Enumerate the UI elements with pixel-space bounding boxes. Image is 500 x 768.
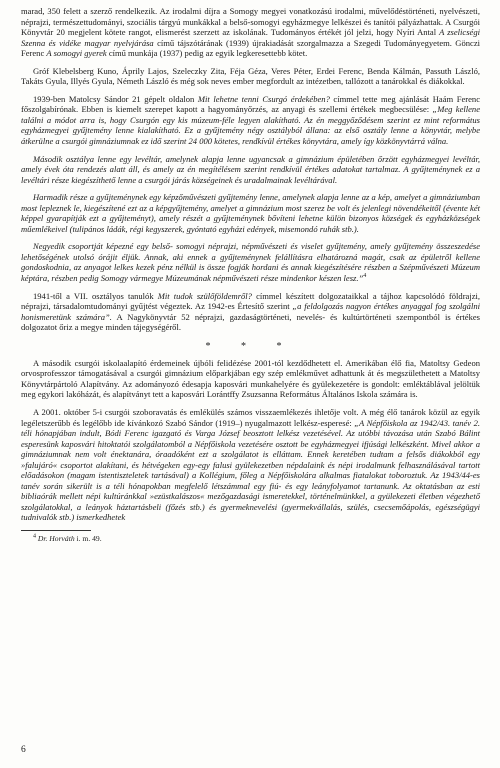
paragraph-3 xyxy=(21,94,480,147)
text: címmel tette meg ajánlását Haám Ferenc főszolgabírónak. Ebben is kiemelt szerepet kapott a hagyományőrzés, az anyagi és szellemi értékek megbecsülése: xyxy=(21,93,480,115)
quote: „Meg kellene találni a módot arra is, hogy Csurgón egy kis múzeum-féle legyen alakítható. Az én meggyőződésem szerint ez mint református egyházmegyei gyűjtemény lenne kialakítható. Ez a gyűjtemény négy osztályból állana: az első osztály lenne a könyvtár, melybe átkerülne a csurgói gimnáziumnak ez idő szerint 24 000 kötetes, rendkívül értékes könyvtára, amely így közkönyvtárrá válna. xyxy=(21,104,480,147)
document-title: Mit lehetne tenni Csurgó érdekében? xyxy=(197,93,330,104)
text: A 2001. október 5-i csurgói szoboravatás és emlékülés számos visszaemlékezés ihletője volt. A még élő tanárok közül az egyik legéletszerűbb és legélőbb ide kívánkozó Szabó Sándor (1919–) nyugalmazott lelkész-esperesé: xyxy=(21,406,480,428)
text: 1939-ben Matolcsy Sándor 21 gépelt oldalon xyxy=(33,93,198,104)
paragraph-2: Gróf Klebelsberg Kuno, Áprily Lajos, Szeleczky Zita, Féja Géza, Veres Péter, Erdei Ferenc, Benda Kálmán, Passuth László, Takáts Gyula, Illyés Gyula, Németh László és még sok neves ember megfordult az intézetben, tallózott a tanárokkal és diákokkal. xyxy=(21,65,480,87)
paragraph-1 xyxy=(21,6,480,59)
paragraph-6 xyxy=(21,241,480,283)
text: címmel készített dolgozataikkal a tájhoz kapcsolódó földrajzi, néprajzi, társadalomtudományi gyűjtést végeztek. Az 1942-es Értesítő szerint xyxy=(21,290,481,312)
paragraph-8: A második csurgói iskolaalapító érdemeinek újbóli felidézése 2001-tól kezdődhetett el. Amerikában élő fia, Matoltsy Gedeon orvosprofesszor támogatásával a csurgói gimnázium előparkjában egy szép emlékművet adhattunk át és megszülethetett a Matoltsy Könyvtárpártoló Alapítvány. Az adományozó édesapja kaposvári munkahelyére és gyülekezetére is gondolt: emléktáblával jelöltük meg egykori lakóházát, és alapítványt tett a kaposvári Lorántffy Zsuzsanna Református Általános Iskola számára is. xyxy=(21,357,480,400)
quote: Negyedik csoportját képezné egy belső- somogyi néprajzi, népművészeti és viselet gyűjtemény, amely gyűjtemény összeszedése lehetőségének utolsó órájit éljük. Annak, aki ennek a gyűjteménynek felállításra elhatározná magát, csak az épületről kellene gondoskodnia, az anyagot lelkes kezek pénz nélkül is össze fogják hordani és annak kiegészítésére részben a Szépművészeti Múzeum képtára, részben pedig Somogy vármegye Múzeumának népművészeti része mindenkor készen lesz.” xyxy=(21,241,480,284)
footnote-divider xyxy=(21,530,91,531)
text: 1941-től a VII. osztályos tanulók xyxy=(33,290,158,301)
page-number: 6 xyxy=(21,745,26,755)
paragraph-7 xyxy=(21,291,480,333)
footnote-number: 4 xyxy=(33,533,36,540)
paragraph-4: Második osztálya lenne egy levéltár, amelynek alapja lenne ugyancsak a gimnázium épületében őrzött egyházmegyei levéltár, amely évek óta rendezés alatt áll, és amely az én megítélésem szerint rendkívül értékes adatokat tartalmaz. A gyűjteménynek ez a levéltári része kiegészíthető lenne a csurgói járás községeinek és uradalmainak levéltárával. xyxy=(21,153,480,185)
quote: „A Népfőiskola az 1942/43. tanév 2. téli hónapjában indult, Bódi Ferenc igazgató és Varga József beosztott lelkész vezetésével. Az utóbbi távozása után Szabó Bálint esperesünk kaposvári hitoktatói szolgálatomból a Népfőiskola vezetésére osztott be egyházmegyei ifjúsági lelkészként. Mivel akkor a gimnáziumnak nem volt énektanára, óraadóként ezt a szolgálatot is elláttam. Ennek keretében tudtam a felsős diákokból egy »falujáró« csoportot alakítani, és hétvégeken egy-egy falusi gyülekezetben népdalaink és népi irodalmunk felhasználásával tartott előadásokon (magam istentiszteletek tartásával) a Kollégium, főleg a Népfőiskolára alkalmas fiatalokat toboroztuk. Az 1943/44-es tanév során sikerült is a téli hónapokban megfelelő létszámmal egy fiú- és egy leányfolyamot tartanunk. Az oktatásban az esti bibliaórák mellett népi kultúránkkal »ezüstkalászos« mezőgazdasági ismeretekkel, történelmünkkel, a gyülekezeti életben végezhető szolgálatokkal, a leányok háztartásbeli (főzés stb.) és gyermeknevelési (gyermekvállalás, szülés, csecsemőápolás, egészségügyi tudnivalók stb.) ismerkedhetek xyxy=(21,417,480,523)
essay-title: Mit tudok szülőföldemről? xyxy=(157,290,252,301)
quote: „a feldolgozás nagyon értékes anyaggal fog szolgálni honismeretünk számára”. xyxy=(21,301,480,322)
book-title: A zselicségi Szenna és vidéke magyar nyelvjárása xyxy=(21,27,480,48)
text: marad, 350 felett a szerző rendelkezik. Az irodalmi díjra a Somogy megyei vonatkozású irodalmi, művelődéstörténeti, nyelvészeti, néprajzi, természettudományi, szociális tárgyú munkákkal a belső-somogyi egyházmegye lelkészei és tanítói pályázhattak. A Csurgói Könyvtár 20 megjelent kötete rangot, elismerést szerzett az iskolának. Tudományos értékét jól jelzi, hogy Nyíri Antal xyxy=(21,6,480,38)
paragraph-9 xyxy=(21,407,480,523)
paragraph-5: Harmadik része a gyűjteménynek egy képzőművészeti gyűjtemény lenne, amelynek alapja lenne az a kép, amelyet a gimnáziumban most lepleznek le, kiegészítené ezt az a képgyűjtemény, amelyet a gimnázium most szerez be volt és jelenlegi növendékeitől (évente két képpel gyarapítják ezt a gyűjteményt), amely részét a gyűjteménynek bővíteni lehetne külön bizonyos községek és egyházközségek műemlékeivel (tulipános ládák, régi kegyszerek, gyóntató egyházi edények, misemondó ruhák stb.). xyxy=(21,192,480,234)
author-name: Dr. Horváth xyxy=(37,533,75,543)
section-divider: * * * xyxy=(205,340,296,352)
book-title: A somogyi gyerek xyxy=(46,48,107,59)
footnote-ref: 4 xyxy=(363,273,367,280)
footnote xyxy=(21,534,480,543)
text: A Nagykönyvtár 52 néprajzi, gazdaságtörténeti, nevelés- és kultúrtörténeti szempontból is értékes dolgozatot őriz a megye minden tájegységéről. xyxy=(21,311,480,333)
text: című tájszótárának (1939) újrakiadását szorgalmazza a Szegedi Tudományegyetem. Gönczi Ferenc xyxy=(21,37,480,59)
citation: i. m. 49. xyxy=(74,533,102,543)
text: című munkája (1937) pedig az egyik legkeresettebb kötet. xyxy=(106,48,308,59)
